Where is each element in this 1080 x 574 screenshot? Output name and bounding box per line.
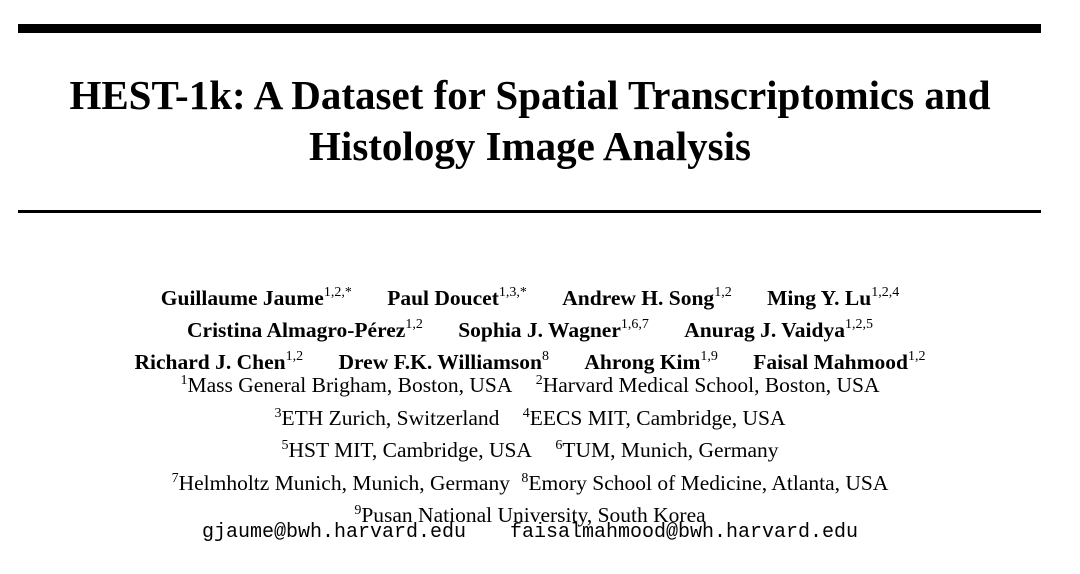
affiliation xyxy=(521,471,888,495)
affiliation xyxy=(555,438,778,462)
affiliation-row xyxy=(0,436,1060,469)
author-name: Guillaume Jaume xyxy=(160,286,324,310)
title-line-2: Histology Image Analysis xyxy=(309,123,751,169)
affiliation-text: HST MIT, Cambridge, USA xyxy=(288,438,532,462)
affiliation-text: Harvard Medical School, Boston, USA xyxy=(542,373,880,397)
email-address[interactable]: faisalmahmood@bwh.harvard.edu xyxy=(510,521,859,544)
author-name: Ahrong Kim xyxy=(584,350,701,374)
affiliation-text: Mass General Brigham, Boston, USA xyxy=(187,373,513,397)
affiliation-number: 8 xyxy=(521,470,529,486)
affiliation-number: 6 xyxy=(555,438,563,453)
affiliation-number: 7 xyxy=(171,470,179,486)
author-name: Cristina Almagro-Pérez xyxy=(187,318,406,342)
author-name: Anurag J. Vaidya xyxy=(684,318,845,342)
affiliation-text: Pusan National University, South Korea xyxy=(361,503,706,527)
affiliation xyxy=(274,406,499,430)
author xyxy=(562,286,731,310)
author-name: Richard J. Chen xyxy=(134,350,286,374)
author-affiliation-marks: 1,3,* xyxy=(498,285,527,300)
author-name: Paul Doucet xyxy=(387,286,499,310)
author-name: Ming Y. Lu xyxy=(767,286,872,310)
author-list xyxy=(0,284,1060,380)
affiliation-row xyxy=(0,469,1060,502)
title-line-1: HEST-1k: A Dataset for Spatial Transcriptomics and xyxy=(69,72,991,118)
author-row xyxy=(0,316,1060,348)
author-affiliation-marks: 1,9 xyxy=(700,349,718,364)
affiliation xyxy=(172,471,510,495)
bottom-rule xyxy=(18,210,1041,213)
email-list xyxy=(0,519,1060,547)
author xyxy=(187,318,423,342)
author-name: Drew F.K. Williamson xyxy=(338,350,542,374)
affiliation-number: 1 xyxy=(180,373,188,388)
author xyxy=(387,286,527,310)
author-affiliation-marks: 1,2 xyxy=(285,349,304,364)
author-affiliation-marks: 1,6,7 xyxy=(620,317,649,332)
affiliation-list xyxy=(0,371,1060,534)
affiliation-text: Emory School of Medicine, Atlanta, USA xyxy=(528,470,889,495)
author xyxy=(161,286,352,310)
affiliation-number: 3 xyxy=(274,405,282,421)
affiliation-number: 5 xyxy=(281,438,289,453)
affiliation-text: Helmholtz Munich, Munich, Germany xyxy=(178,470,510,495)
author-affiliation-marks: 8 xyxy=(541,349,549,364)
author-row xyxy=(0,284,1060,316)
affiliation-text: ETH Zurich, Switzerland xyxy=(281,405,500,430)
top-rule xyxy=(18,24,1041,33)
affiliation xyxy=(523,406,786,430)
affiliation-number: 2 xyxy=(535,373,543,388)
author-affiliation-marks: 1,2,4 xyxy=(871,285,900,300)
author-name: Andrew H. Song xyxy=(562,286,715,310)
author-affiliation-marks: 1,2 xyxy=(714,285,732,300)
paper-title xyxy=(0,70,1060,172)
affiliation xyxy=(282,438,532,462)
author-affiliation-marks: 1,2 xyxy=(908,349,926,364)
author-affiliation-marks: 1,2 xyxy=(405,317,423,332)
author-name: Faisal Mahmood xyxy=(753,350,908,374)
affiliation-number: 4 xyxy=(522,405,530,421)
author xyxy=(684,318,873,342)
affiliation-text: EECS MIT, Cambridge, USA xyxy=(529,405,786,430)
affiliation-number: 9 xyxy=(354,503,362,518)
affiliation xyxy=(180,373,512,397)
affiliation xyxy=(536,373,880,397)
author xyxy=(767,286,899,310)
author-name: Sophia J. Wagner xyxy=(458,318,621,342)
affiliation-row xyxy=(0,371,1060,404)
author-affiliation-marks: 1,2,5 xyxy=(845,317,873,332)
author-affiliation-marks: 1,2,* xyxy=(323,285,352,300)
author xyxy=(458,318,649,342)
email-address[interactable]: gjaume@bwh.harvard.edu xyxy=(201,521,466,544)
affiliation-text: TUM, Munich, Germany xyxy=(562,438,779,462)
affiliation-row xyxy=(0,404,1060,437)
